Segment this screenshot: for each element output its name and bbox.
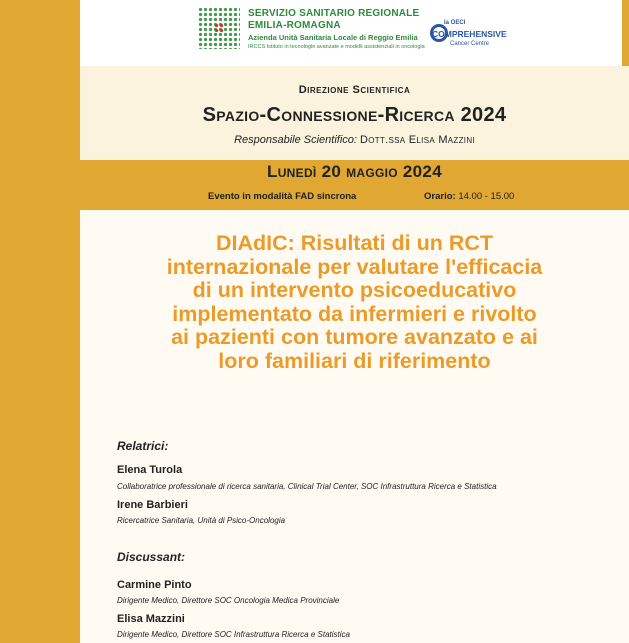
discussant-role: Dirigente Medico, Direttore SOC Oncologia Medica Provinciale — [117, 596, 340, 605]
oeci-top-text: Ia OECI — [444, 20, 466, 26]
irccs-name: IRCCS Istituto in tecnologie avanzate e modelli assistenziali in oncologia — [248, 44, 425, 50]
event-mode: Evento in modalità FAD sincrona — [208, 191, 357, 202]
logo-strip — [80, 0, 622, 66]
speaker-role: Ricercatrice Sanitaria, Unità di Psico-Oncologia — [117, 516, 286, 525]
regional-logo-cross-icon — [214, 23, 225, 34]
ssr-name-line2: EMILIA-ROMAGNA — [248, 20, 341, 31]
event-time-label: Orario: — [424, 191, 456, 202]
speaker-name: Irene Barbieri — [117, 499, 188, 511]
event-date: Lunedì 20 maggio 2024 — [267, 162, 442, 181]
responsabile-label: Responsabile Scientifico: — [234, 134, 357, 146]
oeci-logo — [430, 20, 520, 60]
header-section — [80, 66, 629, 160]
discussant-heading: Discussant: — [117, 550, 186, 564]
talk-title-line: di un intervento psicoeducativo — [192, 278, 517, 302]
talk-title-line: loro familiari di riferimento — [218, 348, 491, 373]
oeci-main-text: COMPREHENSIVE — [432, 29, 507, 39]
talk-title-line: implementato da infermieri e rivolto — [172, 301, 537, 326]
ssr-name-line1: SERVIZIO SANITARIO REGIONALE — [248, 8, 420, 19]
responsabile-name: Dott.ssa Elisa Mazzini — [360, 134, 475, 146]
oeci-sub-text: Cancer Centre — [450, 41, 490, 47]
event-time — [424, 191, 514, 202]
speaker-role: Collaboratrice professionale di ricerca sanitaria, Clinical Trial Center, SOC Infrastruttura Ricerca e Statistica — [117, 482, 497, 491]
discussant-role: Dirigente Medico, Direttore SOC Infrastruttura Ricerca e Statistica — [117, 630, 350, 639]
content-section — [80, 210, 629, 643]
talk-title-line: DIAdIC: Risultati di un RCT — [215, 231, 494, 255]
speaker-name: Elena Turola — [117, 464, 183, 476]
series-title: Spazio-Connessione-Ricerca 2024 — [202, 104, 507, 126]
talk-title-line: internazionale per valutare l'efficacia — [166, 254, 543, 279]
talk-title-line: ai pazienti con tumore avanzato e ai — [171, 325, 538, 349]
discussant-name: Carmine Pinto — [117, 579, 192, 591]
responsabile-line — [80, 134, 629, 146]
ausl-name: Azienda Unità Sanitaria Locale di Reggio Emilia — [248, 33, 418, 42]
event-time-value: 14.00 - 15.00 — [458, 191, 515, 202]
discussant-name: Elisa Mazzini — [117, 613, 185, 625]
talk-title — [80, 232, 629, 373]
relatrici-heading: Relatrici: — [117, 439, 169, 453]
direzione-heading: Direzione Scientifica — [298, 84, 411, 96]
